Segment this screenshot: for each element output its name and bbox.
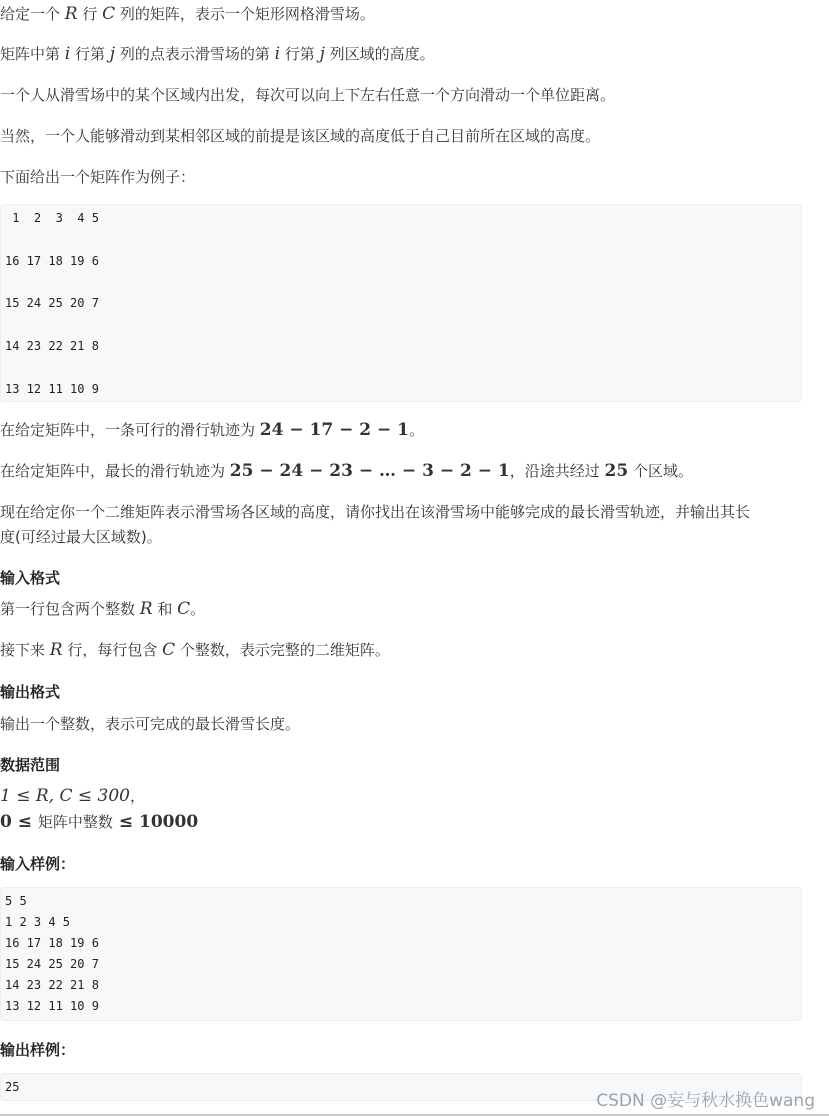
code-line: 1 2 3 4 5	[5, 915, 71, 929]
output-format-text: 输出一个整数，表示可完成的最长滑雪长度。	[0, 715, 301, 733]
paragraph-constraint: 当然，一个人能够滑动到某相邻区域的前提是该区域的高度低于自己目前所在区域的高度。	[0, 127, 601, 145]
range-line1: 1 ≤ R, C ≤ 300，	[0, 786, 145, 806]
paragraph-grid-definition: 给定一个 R 行 C 列的矩阵，表示一个矩形网格滑雪场。	[0, 4, 375, 24]
code-line: 15 24 25 20 7	[5, 957, 99, 971]
code-line: 14 23 22 21 8	[5, 978, 99, 992]
matrix-row: 14 23 22 21 8	[5, 339, 99, 353]
paragraph-feasible-path: 在给定矩阵中，一条可行的滑行轨迹为 24 − 17 − 2 − 1。	[0, 420, 425, 440]
sample-input-block	[0, 887, 802, 1021]
heading-data-range: 数据范围	[0, 756, 61, 774]
code-line: 25	[5, 1080, 20, 1094]
example-matrix-block	[0, 204, 802, 402]
input-format-line2: 接下来 R 行，每行包含 C 个整数，表示完整的二维矩阵。	[0, 640, 390, 660]
input-format-line1: 第一行包含两个整数 R 和 C。	[0, 599, 206, 619]
heading-output-format: 输出格式	[0, 683, 61, 701]
matrix-row: 13 12 11 10 9	[5, 382, 99, 396]
range-line2: 0 ≤ 矩阵中整数 ≤ 10000	[0, 812, 199, 832]
csdn-watermark: CSDN @妄与秋水换色wang	[596, 1091, 815, 1111]
paragraph-task-line1: 现在给定你一个二维矩阵表示滑雪场各区域的高度，请你找出在该滑雪场中能够完成的最长滑雪轨迹，并输出其长	[0, 503, 751, 521]
heading-sample-input: 输入样例：	[0, 855, 76, 873]
matrix-row: 15 24 25 20 7	[5, 296, 99, 310]
matrix-row: 1 2 3 4 5	[5, 211, 99, 225]
code-line: 16 17 18 19 6	[5, 936, 99, 950]
paragraph-cell-meaning: 矩阵中第 i 行第 j 列的点表示滑雪场的第 i 行第 j 列区域的高度。	[0, 44, 435, 64]
paragraph-example-intro: 下面给出一个矩阵作为例子：	[0, 168, 196, 186]
paragraph-longest-path: 在给定矩阵中，最长的滑行轨迹为 25 − 24 − 23 − … − 3 − 2 − 1，沿途共经过 25 个区域。	[0, 461, 693, 481]
heading-sample-output: 输出样例：	[0, 1041, 76, 1059]
bottom-divider	[0, 1114, 829, 1116]
paragraph-movement: 一个人从滑雪场中的某个区域内出发，每次可以向上下左右任意一个方向滑动一个单位距离。	[0, 86, 616, 104]
matrix-row: 16 17 18 19 6	[5, 254, 99, 268]
paragraph-task-line2: 度(可经过最大区域数)。	[0, 528, 162, 546]
heading-input-format: 输入格式	[0, 569, 61, 587]
code-line: 5 5	[5, 894, 27, 908]
code-line: 13 12 11 10 9	[5, 999, 99, 1013]
